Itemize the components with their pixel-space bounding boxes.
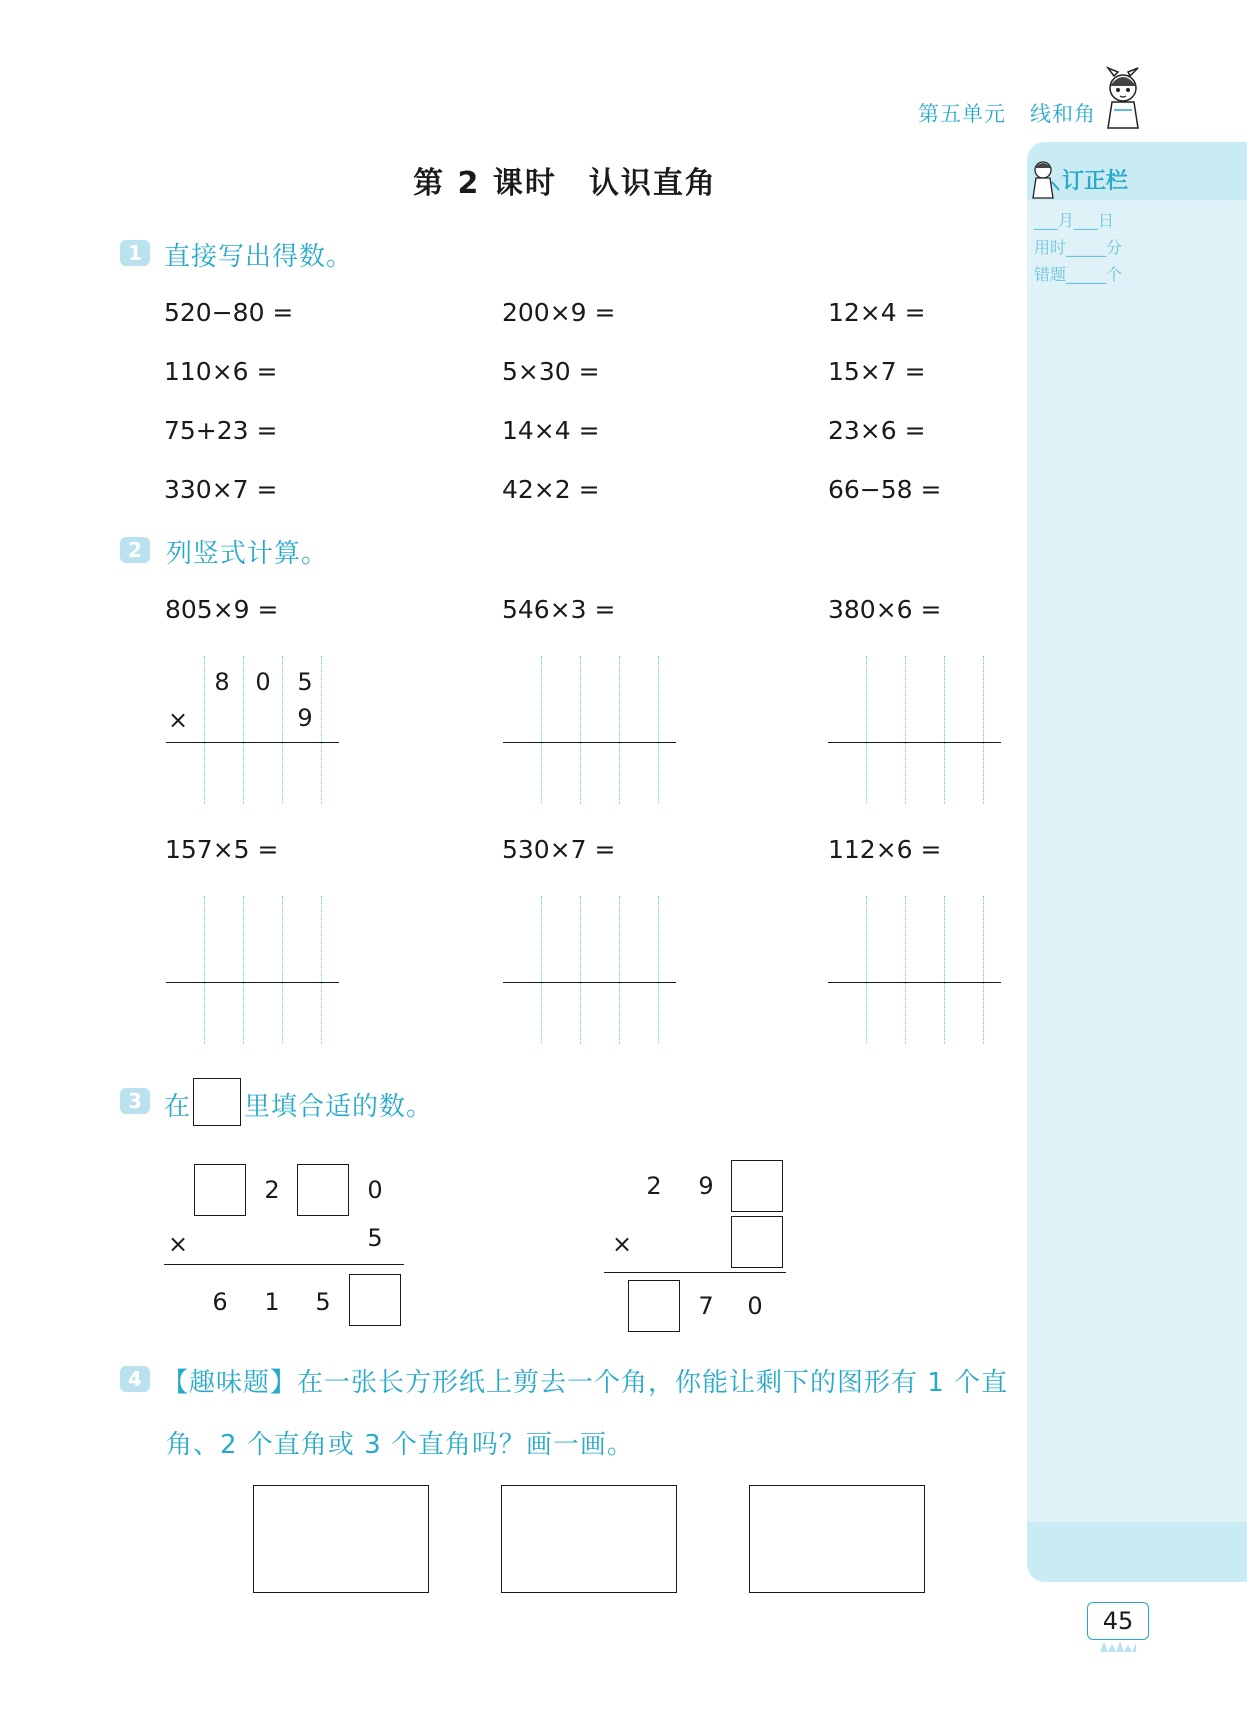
q4-line2: 角、2 个直角或 3 个直角吗？画一画。	[166, 1430, 634, 1460]
date-line: ___月___日	[1034, 211, 1115, 230]
drawing-box[interactable]	[253, 1485, 429, 1593]
unit-label: 第五单元	[918, 102, 1006, 126]
q1-title: 直接写出得数。	[164, 242, 354, 272]
answer-box[interactable]	[628, 1280, 680, 1332]
answer-box[interactable]	[297, 1164, 349, 1216]
digit: 8	[214, 668, 230, 696]
digit: 0	[255, 668, 271, 696]
digit: 9	[297, 704, 313, 732]
digit: 7	[698, 1292, 714, 1320]
vertical-calc-label: 546×3 =	[502, 595, 616, 624]
calc-item: 42×2 =	[502, 475, 600, 504]
digit: 0	[747, 1292, 763, 1320]
answer-box[interactable]	[349, 1274, 401, 1326]
vertical-calc-label: 805×9 =	[165, 595, 279, 624]
topic-label: 线和角	[1030, 102, 1096, 126]
calc-item: 75+23 =	[164, 416, 278, 445]
answer-box[interactable]	[194, 1164, 246, 1216]
correction-sidebar-footer	[1027, 1522, 1247, 1582]
lesson-title: 第 2 课时 认识直角	[413, 166, 717, 201]
answer-box[interactable]	[731, 1216, 783, 1268]
calc-item: 14×4 =	[502, 416, 600, 445]
question-badge-3: 3	[120, 1088, 150, 1114]
page-number: 45	[1087, 1602, 1149, 1640]
calc-item: 23×6 =	[828, 416, 926, 445]
digit: 2	[264, 1176, 280, 1204]
times-sign: ×	[167, 1230, 189, 1258]
unit-header	[918, 98, 1120, 128]
times-sign: ×	[167, 706, 189, 734]
calc-item: 5×30 =	[502, 357, 600, 386]
drawing-box[interactable]	[749, 1485, 925, 1593]
digit: 5	[315, 1288, 331, 1316]
vertical-calc-label: 112×6 =	[828, 835, 942, 864]
calc-item: 200×9 =	[502, 298, 616, 327]
vertical-calc-label: 530×7 =	[502, 835, 616, 864]
error-line: 错题_____个	[1034, 265, 1123, 284]
sample-answer-box	[193, 1078, 241, 1126]
calc-item: 15×7 =	[828, 357, 926, 386]
sidebar-title: 订正栏	[1062, 169, 1129, 194]
q3-title-pre: 在	[164, 1092, 192, 1122]
calc-item: 66−58 =	[828, 475, 942, 504]
digit: 0	[367, 1176, 383, 1204]
vertical-calc-label: 380×6 =	[828, 595, 942, 624]
mascot-girl-icon	[1100, 66, 1146, 130]
question-badge-1: 1	[120, 240, 150, 266]
calc-item: 12×4 =	[828, 298, 926, 327]
correction-sidebar	[1027, 142, 1247, 1582]
question-badge-4: 4	[120, 1366, 150, 1392]
q3-title-post: 里填合适的数。	[244, 1092, 434, 1122]
vertical-calc-label: 157×5 =	[165, 835, 279, 864]
question-badge-2: 2	[120, 537, 150, 563]
digit: 9	[698, 1172, 714, 1200]
q4-line1: 【趣味题】在一张长方形纸上剪去一个角，你能让剩下的图形有 1 个直	[162, 1368, 1009, 1398]
calc-item: 330×7 =	[164, 475, 278, 504]
time-line: 用时_____分	[1034, 238, 1123, 257]
grass-decoration-icon	[1100, 1640, 1136, 1652]
digit: 2	[646, 1172, 662, 1200]
q2-title: 列竖式计算。	[166, 539, 329, 569]
digit: 1	[264, 1288, 280, 1316]
digit: 5	[367, 1224, 383, 1252]
calc-item: 520−80 =	[164, 298, 294, 327]
drawing-box[interactable]	[501, 1485, 677, 1593]
calc-item: 110×6 =	[164, 357, 278, 386]
times-sign: ×	[611, 1230, 633, 1258]
digit: 5	[297, 668, 313, 696]
digit: 6	[212, 1288, 228, 1316]
answer-box[interactable]	[731, 1160, 783, 1212]
